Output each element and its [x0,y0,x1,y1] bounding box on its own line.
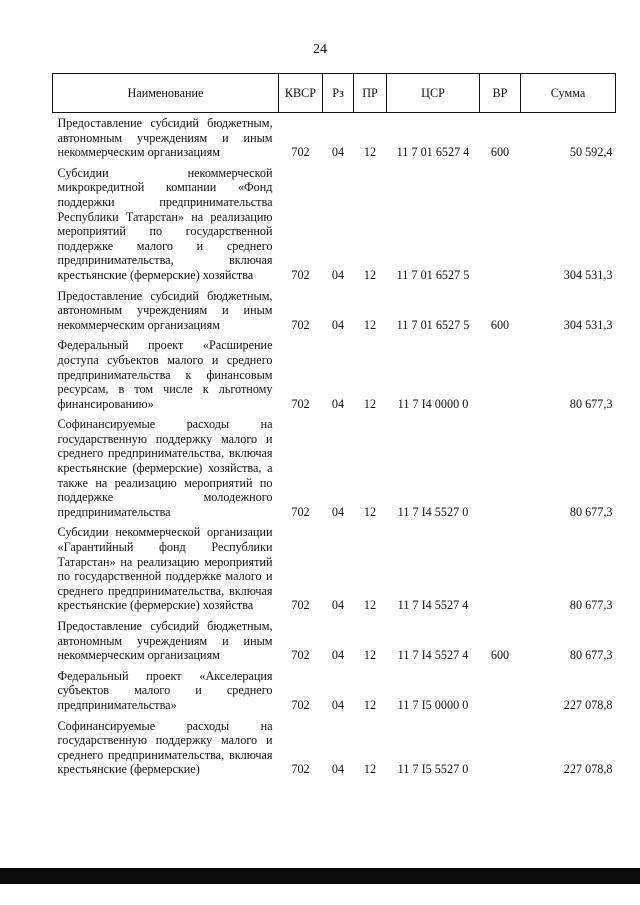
row-sum: 304 531,3 [563,317,613,332]
row-name: Предоставление субсидий бюджетным, автономным учреждениям и иным некоммерческим организациям [57,619,273,663]
row-vr [480,666,521,716]
row-csr: 11 7 01 6527 5 [396,317,470,332]
row-name: Предоставление субсидий бюджетным, автономным учреждениям и иным некоммерческим организациям [57,116,273,160]
row-kvsr: 702 [291,762,310,777]
header-sum: Сумма [521,74,616,113]
row-vr [480,716,521,780]
row-vr [480,163,521,286]
row-pr: 12 [363,697,377,712]
header-rz: Рз [323,74,354,113]
table-header [53,74,616,113]
row-pr: 12 [363,648,377,663]
header-csr: ЦСР [387,74,480,113]
row-csr: 11 7 I5 5527 0 [397,762,469,777]
row-vr: 600 [490,648,510,663]
row-csr: 11 7 I4 0000 0 [397,396,469,411]
scan-border [0,868,640,884]
table-row [53,716,616,780]
row-kvsr: 702 [291,697,310,712]
row-csr: 11 7 01 6527 4 [396,145,470,160]
row-rz: 04 [331,598,345,613]
row-pr: 12 [363,396,377,411]
row-name: Софинансируемые расходы на государственную поддержку малого и среднего предпринимательства, включая крестьянские (фермерские) хозяйства, а также на реализацию мероприятий по поддержке молодежного предпринимательства [57,417,273,519]
row-pr: 12 [363,504,377,519]
row-kvsr: 702 [291,317,310,332]
header-row [53,74,616,113]
row-name: Федеральный проект «Расширение доступа субъектов малого и среднего предпринимательства к финансовым ресурсам, в том числе к льготному финансированию» [57,338,273,411]
row-sum: 80 677,3 [569,396,613,411]
table-row [53,335,616,414]
table-row [53,666,616,716]
row-kvsr: 702 [291,504,310,519]
row-rz: 04 [331,504,345,519]
table-row [53,163,616,286]
table-row [53,414,616,522]
row-sum: 80 677,3 [569,504,613,519]
row-csr: 11 7 01 6527 5 [396,267,470,282]
row-rz: 04 [331,267,345,282]
row-sum: 80 677,3 [569,598,613,613]
table-row [53,286,616,336]
row-name: Предоставление субсидий бюджетным, автономным учреждениям и иным некоммерческим организациям [57,288,273,332]
row-rz: 04 [331,648,345,663]
row-rz: 04 [331,762,345,777]
row-sum: 80 677,3 [569,648,613,663]
table-row [53,616,616,666]
row-pr: 12 [363,267,377,282]
row-rz: 04 [331,697,345,712]
row-vr [480,414,521,522]
row-rz: 04 [331,396,345,411]
row-vr [480,335,521,414]
table-row [53,522,616,616]
header-kvsr: КВСР [279,74,323,113]
budget-table [52,73,616,780]
row-vr [480,522,521,616]
row-pr: 12 [363,145,377,160]
row-name: Софинансируемые расходы на государственную поддержку малого и среднего предпринимательства, включая крестьянские (фермерские) [57,718,273,777]
row-csr: 11 7 I5 0000 0 [397,697,469,712]
row-kvsr: 702 [291,145,310,160]
row-name: Субсидии некоммерческой организации «Гарантийный фонд Республики Татарстан» на реализацию мероприятий по государственной поддержке малого и среднего предпринимательства, включая крестьянские (фермерские) хозяйства [57,525,273,613]
row-vr: 600 [490,317,510,332]
row-kvsr: 702 [291,396,310,411]
row-rz: 04 [331,145,345,160]
row-kvsr: 702 [291,648,310,663]
row-name: Федеральный проект «Акселерация субъектов малого и среднего предпринимательства» [57,668,273,712]
table-row [53,113,616,163]
row-pr: 12 [363,317,377,332]
row-csr: 11 7 I4 5527 4 [397,598,469,613]
row-sum: 304 531,3 [563,267,613,282]
header-pr: ПР [354,74,387,113]
row-csr: 11 7 I4 5527 4 [397,648,469,663]
row-rz: 04 [331,317,345,332]
header-vr: ВР [480,74,521,113]
row-sum: 227 078,8 [563,697,613,712]
row-name: Субсидии некоммерческой микрокредитной компании «Фонд поддержки предпринимательства Республики Татарстан» на реализацию мероприятий по государственной поддержке малого и среднего предпринимательства, включая крестьянские (фермерские) хозяйства [57,165,273,282]
row-csr: 11 7 I4 5527 0 [397,504,469,519]
row-kvsr: 702 [291,598,310,613]
header-name: Наименование [53,74,279,113]
table-body [53,113,616,780]
row-kvsr: 702 [291,267,310,282]
row-sum: 50 592,4 [569,145,613,160]
row-sum: 227 078,8 [563,762,613,777]
page-number: 24 [313,42,327,57]
row-pr: 12 [363,762,377,777]
row-vr: 600 [490,145,510,160]
row-pr: 12 [363,598,377,613]
